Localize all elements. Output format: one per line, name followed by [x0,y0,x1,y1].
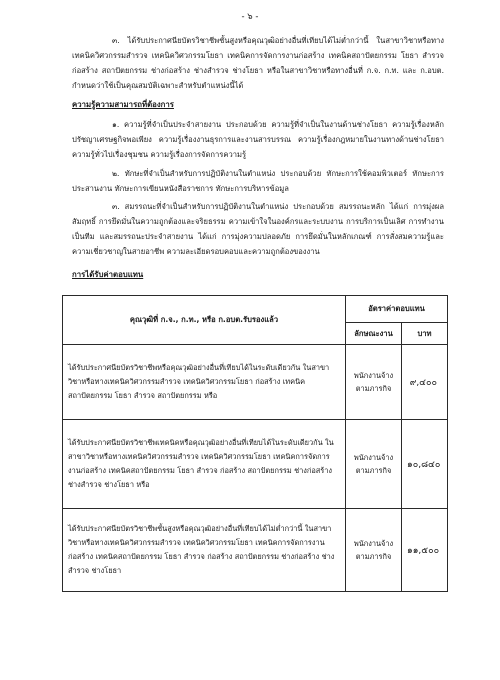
table-row [63,509,448,592]
table-row [63,345,448,420]
knowledge-item-2: ๒. ทักษะที่จำเป็นสำหรับการปฏิบัติงานในตำแหน่ง ประกอบด้วย ทักษะการใช้คอมพิวเตอร์ ทักษะการประสานงาน ทักษะการเขียนหนังสือราชการ ทักษะการบริหารข้อมูล [72,169,444,193]
pay-heading: การได้รับค่าตอบแทน [72,270,144,279]
amount-cell: ๙,๔๐๐ [402,345,448,420]
rate-header: อัตราค่าตอบแทน [346,296,448,323]
qualification-header: คุณวุฒิที่ ก.จ., ก.ท., หรือ ก.อบต.รับรองแล้ว [63,296,346,345]
amount-cell: ๑๐,๘๔๐ [402,420,448,509]
qualification-cell: ได้รับประกาศนียบัตรวิชาชีพเทคนิคหรือคุณวุฒิอย่างอื่นที่เทียบได้ในระดับเดียวกัน ในสาขาวิชาหรือทางเทคนิควิศวกรรมสำรวจ เทคนิควิศวกรรมโยธา เทคนิคการจัดการงานก่อสร้าง เทคนิคสถาปัตยกรรม โยธา สำรวจ ก่อสร้าง สถาปัตยกรรม ช่างก่อสร้าง ช่างสำรวจ ช่างโยธา หรือ [63,420,346,509]
knowledge-item-3: ๓. สมรรถนะที่จำเป็นสำหรับการปฏิบัติงานในตำแหน่ง ประกอบด้วย สมรรถนะหลัก ได้แก่ การมุ่งผลสัมฤทธิ์ การยึดมั่นในความถูกต้องและจริยธรรม ความเข้าใจในองค์กรและระบบงาน การบริการเป็นเลิศ การทำงานเป็นทีม และสมรรถนะประจำสายงาน ได้แก่ การมุ่งความปลอดภัย การยึดมั่นในหลักเกณฑ์ การสั่งสมความรู้และความเชี่ยวชาญในสายอาชีพ ความละเอียดรอบคอบและความถูกต้องของงาน [72,202,444,256]
knowledge-item-1: ๑. ความรู้ที่จำเป็นประจำสายงาน ประกอบด้วย ความรู้ที่จำเป็นในงานด้านช่างโยธา ความรู้เรื่องหลักปรัชญาเศรษฐกิจพอเพียง ความรู้เรื่องงานธุรการและงานสารบรรณ ความรู้เรื่องกฎหมายในงานทางด้านช่างโยธา ความรู้ทั่วไปเรื่องชุมชน ความรู้เรื่องการจัดการความรู้ [72,120,444,159]
amount-header: บาท [402,323,448,345]
work-type-cell: พนักงานจ้างตามภารกิจ [346,509,402,592]
qualification-paragraph: ๓. ได้รับประกาศนียบัตรวิชาชีพชั้นสูงหรือคุณวุฒิอย่างอื่นที่เทียบได้ไม่ต่ำกว่านี้ ในสาขาวิชาหรือทาง เทคนิควิศวกรรมสำรวจ เทคนิควิศวกรรมโยธา เทคนิคการจัดการงานก่อสร้าง เทคนิคสถาปัตยกรรม โยธา สำรวจ ก่อสร้าง สถาปัตยกรรม ช่างก่อสร้าง ช่างสำรวจ ช่างโยธา หรือในสาขาวิชาหรือทางอื่นที่ ก.จ. ก.ท. และ ก.อบต. กำหนดว่าใช้เป็นคุณสมบัติเฉพาะสำหรับตำแหน่งนี้ได้ [72,36,444,90]
knowledge-heading: ความรู้ความสามารถที่ต้องการ [72,100,174,109]
work-type-cell: พนักงานจ้างตามภารกิจ [346,420,402,509]
work-type-header: ลักษณะงาน [346,323,402,345]
amount-cell: ๑๑,๕๐๐ [402,509,448,592]
work-type-cell: พนักงานจ้างตามภารกิจ [346,345,402,420]
table-row [63,420,448,509]
qualification-cell: ได้รับประกาศนียบัตรวิชาชีพชั้นสูงหรือคุณวุฒิอย่างอื่นที่เทียบได้ไม่ต่ำกว่านี้ ในสาขาวิชาหรือทางเทคนิควิศวกรรมสำรวจ เทคนิควิศวกรรมโยธา เทคนิคการจัดการงานก่อสร้าง เทคนิคสถาปัตยกรรม โยธา สำรวจ ก่อสร้าง สถาปัตยกรรม ช่างก่อสร้าง ช่างสำรวจ ช่างโยธา [63,509,346,592]
page-number: - ๖ - [241,12,259,22]
qualification-cell: ได้รับประกาศนียบัตรวิชาชีพหรือคุณวุฒิอย่างอื่นที่เทียบได้ในระดับเดียวกัน ในสาขาวิชาหรือทางเทคนิควิศวกรรมสำรวจ เทคนิควิศวกรรมโยธา ก่อสร้าง เทคนิคสถาปัตยกรรม โยธา สำรวจ สถาปัตยกรรม หรือ [63,345,346,420]
pay-table [62,295,448,592]
